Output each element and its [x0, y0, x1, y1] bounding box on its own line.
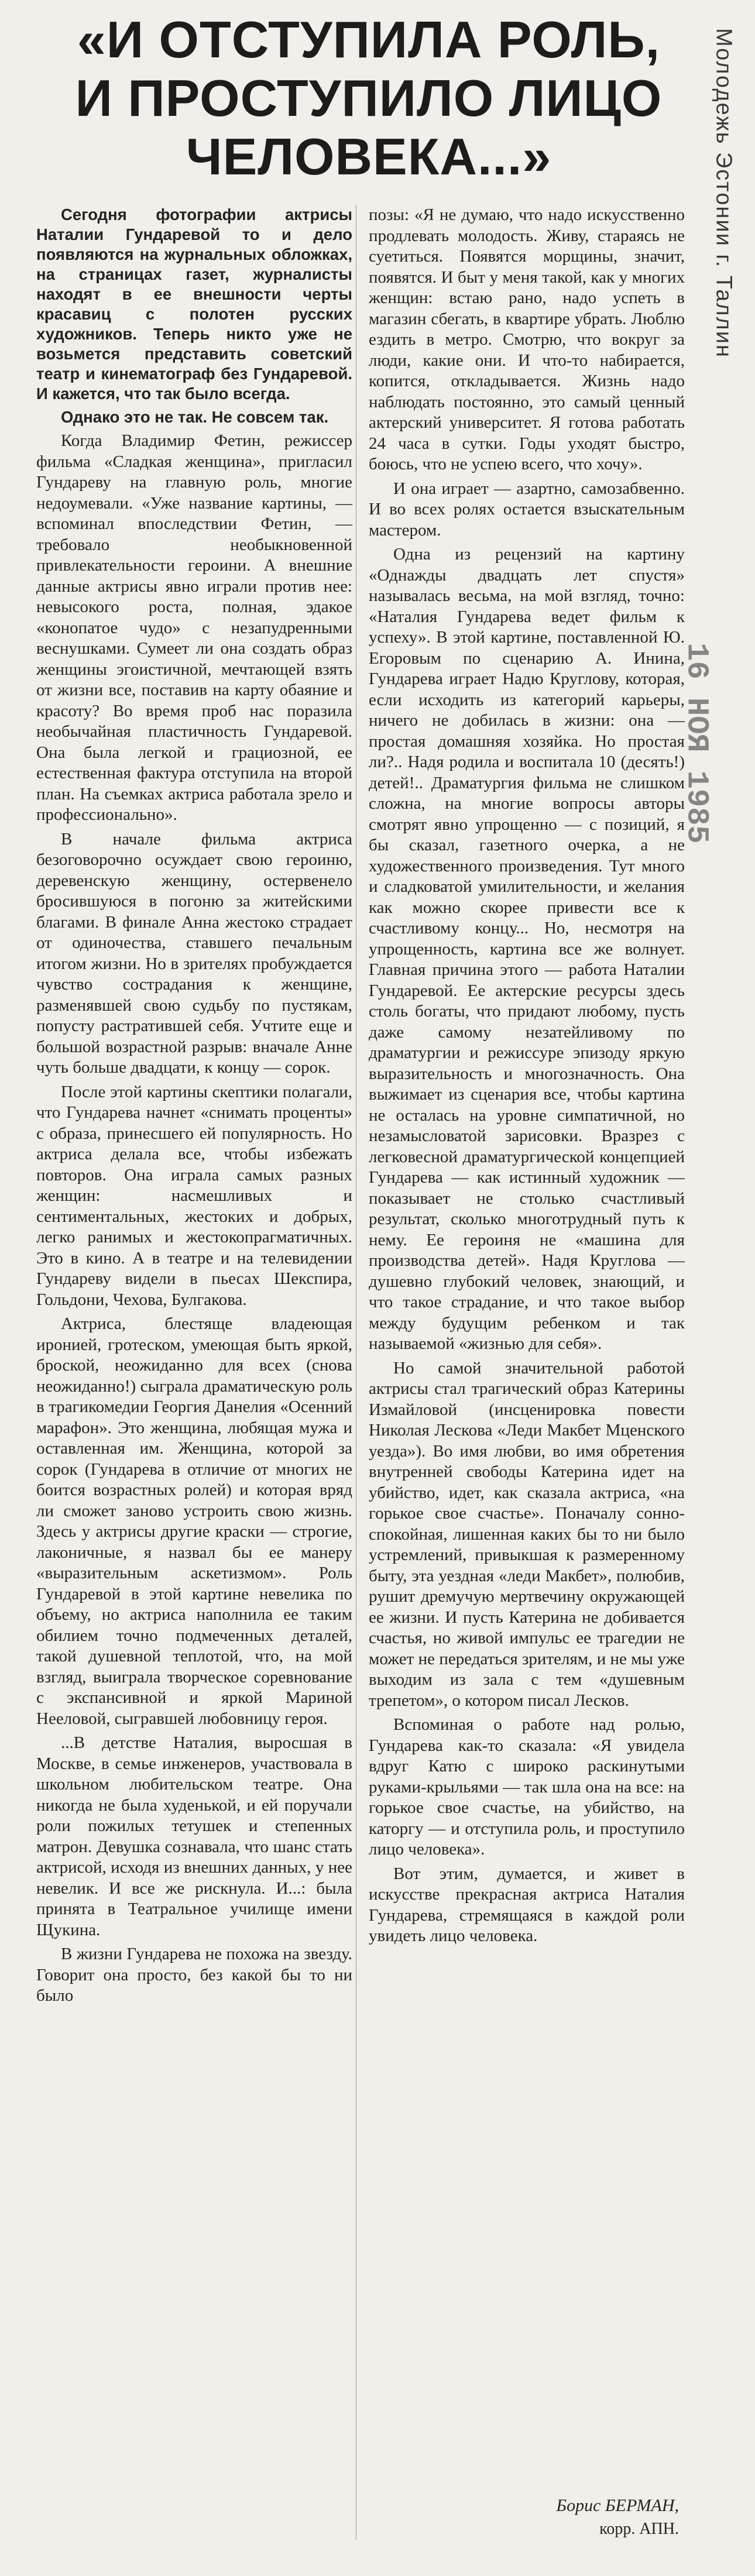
- body-paragraph: Одна из рецензий на картину «Однажды двадцать лет спустя» называлась весьма, на мой взгляд, точно: «Наталия Гундарева ведет фильм к успеху». В этой картине, поставленной Ю. Егоровым по сценарию А. Инина, Гундарева играет Надю Круглову, которая, если исходить из категорий карьеры, ничего не добилась в жизни: она — простая домашняя хозяйка. Но простая ли?.. Надя родила и воспитала 10 (десять!) детей!.. Драматургия фильма не слишком сложна, на многие вопросы авторы смотрят явно упрощенно — с позиций, я бы сказал, газетного очерка, а не художественного произведения. Тут много и сладковатой умилительности, и желания как можно скорее привести все к счастливому концу... Но, несмотря на упрощенность, картина все же волнует. Главная причина этого — работа Наталии Гундаревой. Ее актерские ресурсы здесь столь богаты, что придают любому, пусть даже самому незатейливому по драматургии и режиссуре эпизоду яркую выразительность и многозначность. Она выжимает из сценария все, чтобы картина не осталась на уровне симпатичной, но незамысловатой зарисовки. Вразрез с легковесной драматургической концепцией Гундарева — как истинный художник — показывает не столько счастливый результат, сколько многотрудный путь к нему. Ее героиня не «машина для производства детей». Надя Круглова — душевно глубокий человек, знающий, и что такое страдание, и что такое выбор между будущим ребенком и так называемой «жизнью для себя».: [369, 545, 685, 1353]
- body-paragraph: И она играет — азартно, самозабвенно. И во всех ролях остается взыскательным мастером.: [369, 479, 685, 540]
- headline-line-3: ЧЕЛОВЕКА...»: [186, 128, 552, 186]
- newspaper-source-label: Молодежь Эстонии г. Таллин: [711, 28, 736, 358]
- author-name: Борис БЕРМАН,: [556, 2496, 679, 2515]
- headline-line-2: И ПРОСТУПИЛО ЛИЦО: [75, 69, 663, 127]
- body-paragraph: Вот этим, думается, и живет в искусстве прекрасная актриса Наталия Гундарева, стремящаяся в каждой роли увидеть лицо человека.: [369, 1864, 685, 1945]
- lead-paragraph: Однако это не так. Не совсем так.: [61, 408, 329, 426]
- date-stamp: 16 НОЯ 1985: [679, 643, 714, 844]
- body-paragraph: После этой картины скептики полагали, что Гундарева начнет «снимать проценты» с образа, принесшего ей популярность. Но актриса делала все, чтобы избежать повторов. Она играла самых разных женщин: насмешливых и сентиментальных, жестоких и добрых, легко ранимых и жестокопрагматичных. Это в кино. А в театре и на телевидении Гундареву видели в пьесах Шекспира, Гольдони, Чехова, Булгакова.: [36, 1082, 352, 1309]
- body-paragraph: Вспоминая о работе над ролью, Гундарева как-то сказала: «Я увидела вдруг Катю с широко раскинутыми руками-крыльями — так шла она на все: на горькое свое счастье, на убийство, на каторгу — и отступила роль, и проступило лицо человека».: [369, 1715, 685, 1859]
- body-paragraph: ...В детстве Наталия, выросшая в Москве, в семье инженеров, участвовала в школьном любительском театре. Она никогда не была худенькой, и ей поручали роли пожилых тетушек и степенных матрон. Девушка сознавала, что шанс стать актрисой, исходя из внешних данных, у нее невелик. И все же рискнула. И...: была принята в Театральное училище имени Щукина.: [36, 1733, 352, 1939]
- body-paragraph: позы: «Я не думаю, что надо искусственно продлевать молодость. Живу, стараясь не суетиться. Появятся морщины, значит, появятся. И быт у меня такой, как у многих женщин: встаю рано, надо успеть в магазин сбегать, в квартире убрать. Люблю ездить в метро. Смотрю, что вокруг за люди, какие они. И что-то набирается, копится, откладывается. Жизнь надо наблюдать постоянно, это самый ценный актерский университет. Я готова работать 24 часа в сутки. Годы уходят быстро, боюсь, что не успею всего, что хочу».: [369, 205, 685, 473]
- body-paragraph: В жизни Гундарева не похожа на звезду. Говорит она просто, без какой бы то ни было: [36, 1945, 352, 2005]
- article-column-2: [369, 205, 685, 1950]
- article-column-1: [36, 205, 352, 2010]
- body-paragraph: В начале фильма актриса безоговорочно осуждает свою героиню, деревенскую женщину, остервенело бросившуюся в погоню за житейскими благами. В финале Анна жестоко страдает от одиночества, ставшего печальным итогом жизни. Но в зрителях пробуждается чувство сострадания к женщине, разменявшей свою судьбу по пустякам, попусту растратившей себя. Учтите еще и большой возрастной разрыв: вначале Анне чуть больше двадцати, к концу — сорок.: [36, 829, 352, 1077]
- lead-paragraph: Сегодня фотографии актрисы Наталии Гундаревой то и дело появляются на журнальных обложках, на страницах газет, журналисты находят в ее внешности черты красавиц с полотен русских художников. Теперь никто уже не возьмется представить советский театр и кинематограф без Гундаревой. И кажется, что так было всегда.: [36, 205, 352, 403]
- author-affiliation: корр. АПН.: [599, 2520, 679, 2538]
- body-paragraph: Актриса, блестяще владеющая иронией, гротеском, умеющая быть яркой, броской, неожиданно для всех (снова неожиданно!) сыграла драматическую роль в трагикомедии Георгия Данелия «Осенний марафон». Это женщина, любящая мужа и оставленная им. Женщина, которой за сорок (Гундарева в отличие от многих не боится возрастных ролей) и которая вряд ли сможет заново устроить свою жизнь. Здесь у актрисы другие краски — строгие, лаконичные, я назвал бы ее манеру «выразительным аскетизмом». Роль Гундаревой в этой картине невелика по объему, но актриса наполнила ее таким обилием точно подмеченных деталей, такой душевной теплотой, что, на мой взгляд, выиграла творческое соревнование с экспансивной и яркой Мариной Нееловой, сыгравшей любовницу героя.: [36, 1314, 352, 1728]
- body-paragraph: Когда Владимир Фетин, режиссер фильма «Сладкая женщина», пригласил Гундареву на главную роль, многие недоумевали. «Уже название картины, — вспоминал впоследствии Фетин, — требовало необыкновенной привлекательности героини. А внешние данные актрисы явно играли против нее: невысокого роста, полная, эдакое «конопатое чудо» с незапудренными веснушками. Сумеет ли она создать образ женщины эгоистичной, мечтающей взять от жизни все, поставив на карту обаяние и красоту? Во время проб нас поразила необычайная пластичность Гундаревой. Она была легкой и грациозной, ее естественная фактура отступила на второй план. На съемках актриса работала зрело и профессионально».: [36, 431, 352, 824]
- headline-line-1: «И ОТСТУПИЛА РОЛЬ,: [77, 11, 661, 68]
- body-paragraph: Но самой значительной работой актрисы стал трагический образ Катерины Измайловой (инсценировка повести Николая Лескова «Леди Макбет Мценского уезда»). Во имя любви, во имя обретения внутренней свободы Катерина идет на убийство, идет, как сказала актриса, «на горькое свое счастье». Поначалу сонно-спокойная, лишенная каких бы то ни было устремлений, привыкшая к размеренному быту, эта уездная «леди Макбет», полюбив, рушит дремучую мертвечину окружающей ее жизни. И пусть Катерина не добивается счастья, но живой импульс ее трагедии не может не передаться зрителям, и не мы уже выходим из зала с тем «душевным трепетом», о котором писал Лесков.: [369, 1358, 685, 1710]
- byline: [515, 2494, 679, 2541]
- headline: [47, 11, 691, 186]
